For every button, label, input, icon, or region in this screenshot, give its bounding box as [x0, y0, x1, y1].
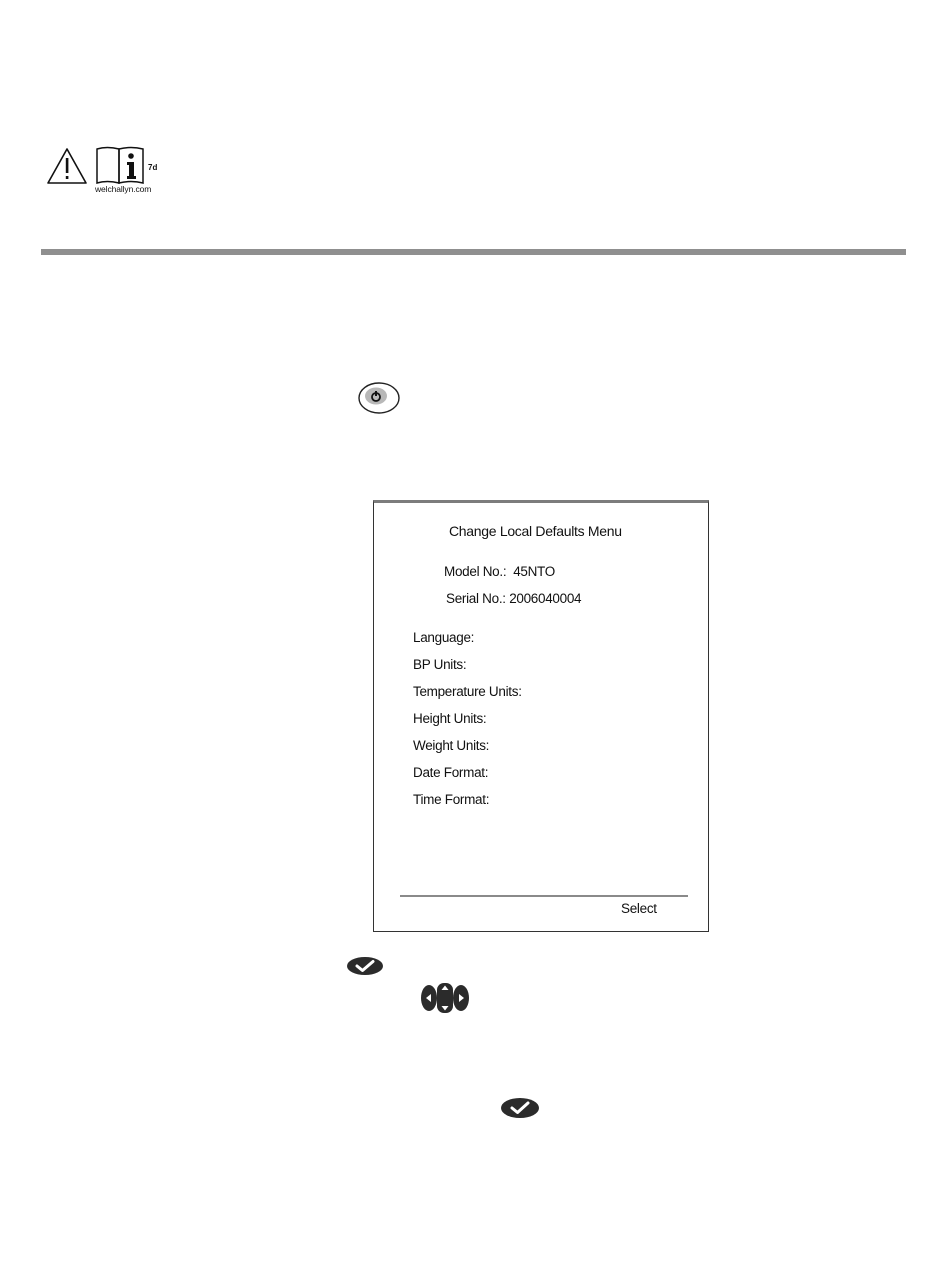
manual-icon — [95, 146, 147, 186]
menu-item-time-format[interactable]: Time Format: — [413, 792, 490, 807]
menu-item-temperature-units[interactable]: Temperature Units: — [413, 684, 522, 699]
menu-item-bp-units[interactable]: BP Units: — [413, 657, 467, 672]
model-value: 45NTO — [513, 564, 555, 579]
serial-value: 2006040004 — [509, 591, 582, 606]
softkey-divider — [400, 895, 688, 897]
serial-number — [446, 591, 581, 606]
device-screen — [373, 500, 709, 932]
screen-title: Change Local Defaults Menu — [449, 523, 622, 539]
section-divider — [41, 249, 906, 255]
menu-item-weight-units[interactable]: Weight Units: — [413, 738, 490, 753]
navigation-pad-icon — [420, 982, 470, 1014]
serial-label: Serial No.: — [446, 591, 506, 606]
menu-item-date-format[interactable]: Date Format: — [413, 765, 489, 780]
select-softkey[interactable]: Select — [621, 901, 657, 916]
manual-code: 7d — [148, 163, 158, 172]
menu-item-language[interactable]: Language: — [413, 630, 475, 645]
model-label: Model No.: — [444, 564, 507, 579]
website-label: welchallyn.com — [95, 184, 152, 194]
menu-item-height-units[interactable]: Height Units: — [413, 711, 487, 726]
check-button-icon — [346, 956, 384, 976]
power-button-icon — [357, 380, 401, 416]
model-number — [444, 564, 555, 579]
warning-icon — [46, 147, 88, 185]
check-button-icon — [500, 1097, 540, 1119]
